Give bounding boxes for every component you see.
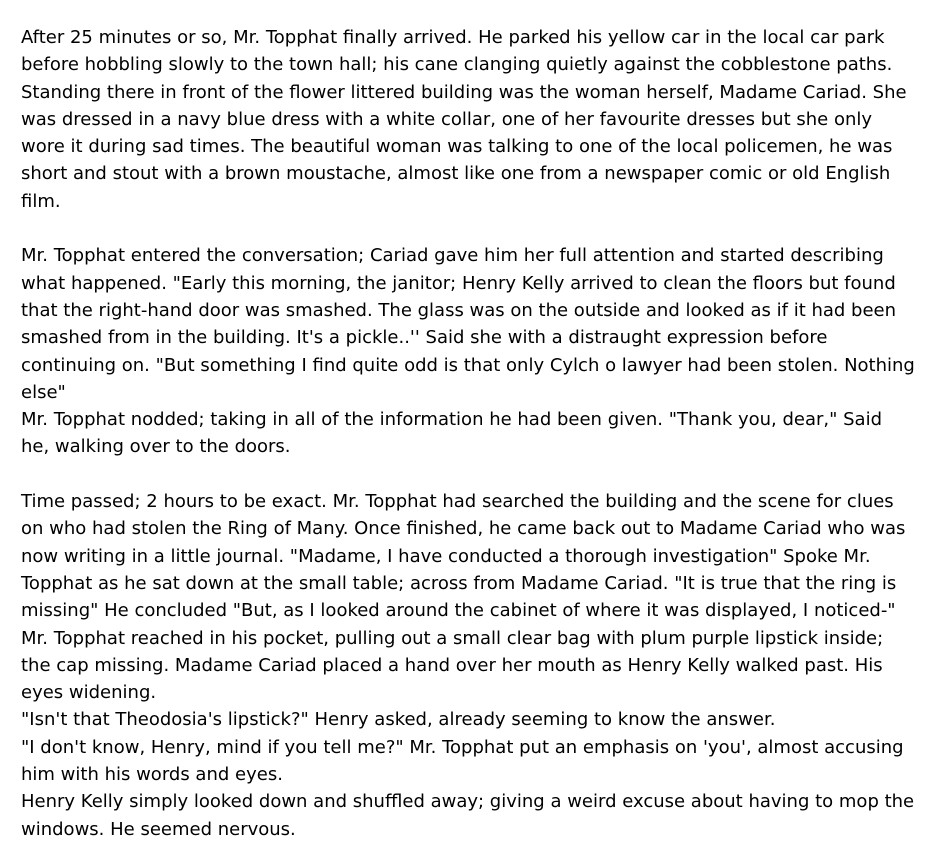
text-line: eyes widening.	[21, 682, 157, 704]
text-line: short and stout with a brown moustache, almost like one from a newspaper comic or old English	[21, 163, 891, 185]
text-line: Topphat as he sat down at the small table; across from Madame Cariad. "It is true that the ring is	[21, 572, 897, 594]
text-line: he, walking over to the doors.	[21, 436, 291, 458]
text-line: windows. He seemed nervous.	[21, 818, 296, 840]
text-line: Mr. Topphat nodded; taking in all of the information he had been given. "Thank you, dear," Said	[21, 409, 883, 431]
paragraph-conversation	[21, 242, 926, 406]
text-line: film.	[21, 190, 61, 212]
text-line: "Isn't that Theodosia's lipstick?" Henry asked, already seeming to know the answer.	[21, 709, 776, 731]
paragraph-spacer	[21, 461, 926, 488]
text-line: the cap missing. Madame Cariad placed a hand over her mouth as Henry Kelly walked past. His	[21, 654, 883, 676]
text-line: Henry Kelly simply looked down and shuffled away; giving a weird excuse about having to mop the	[21, 791, 915, 813]
text-line: Time passed; 2 hours to be exact. Mr. Topphat had searched the building and the scene for clues	[21, 491, 894, 513]
text-line: "I don't know, Henry, mind if you tell me?" Mr. Topphat put an emphasis on 'you', almost accusing	[21, 736, 904, 758]
text-line: Mr. Topphat reached in his pocket, pulling out a small clear bag with plum purple lipstick inside;	[21, 627, 884, 649]
text-line: else"	[21, 381, 66, 403]
text-line: on who had stolen the Ring of Many. Once finished, he came back out to Madame Cariad who was	[21, 518, 906, 540]
text-line: After 25 minutes or so, Mr. Topphat finally arrived. He parked his yellow car in the local car park	[21, 27, 885, 48]
text-line: Mr. Topphat entered the conversation; Cariad gave him her full attention and started describing	[21, 245, 884, 267]
paragraph-henry-question	[21, 706, 926, 733]
text-line: was dressed in a navy blue dress with a white collar, one of her favourite dresses but she only	[21, 108, 873, 130]
text-line: smashed from in the building. It's a pickle..'' Said she with a distraught expression before	[21, 327, 828, 349]
text-line: wore it during sad times. The beautiful woman was talking to one of the local policemen, he was	[21, 136, 893, 158]
paragraph-arrival	[21, 24, 926, 215]
text-line: before hobbling slowly to the town hall; his cane clanging quietly against the cobblestone paths.	[21, 54, 893, 76]
text-line: what happened. "Early this morning, the janitor; Henry Kelly arrived to clean the floors but found	[21, 272, 896, 294]
paragraph-nod	[21, 406, 926, 461]
text-line: missing" He concluded "But, as I looked around the cabinet of where it was displayed, I noticed-"	[21, 600, 896, 622]
text-line: him with his words and eyes.	[21, 764, 283, 786]
text-line: now writing in a little journal. "Madame, I have conducted a thorough investigation" Spoke Mr.	[21, 545, 871, 567]
text-line: Standing there in front of the flower littered building was the woman herself, Madame Cariad. She	[21, 81, 907, 103]
paragraph-investigation	[21, 488, 926, 706]
text-line: continuing on. "But something I find quite odd is that only Cylch o lawyer had been stolen. Nothing	[21, 354, 915, 376]
document-body	[21, 24, 926, 843]
text-line: that the right-hand door was smashed. The glass was on the outside and looked as if it had been	[21, 299, 897, 321]
paragraph-spacer	[21, 215, 926, 242]
paragraph-topphat-reply	[21, 734, 926, 789]
paragraph-henry-leaves	[21, 788, 926, 843]
